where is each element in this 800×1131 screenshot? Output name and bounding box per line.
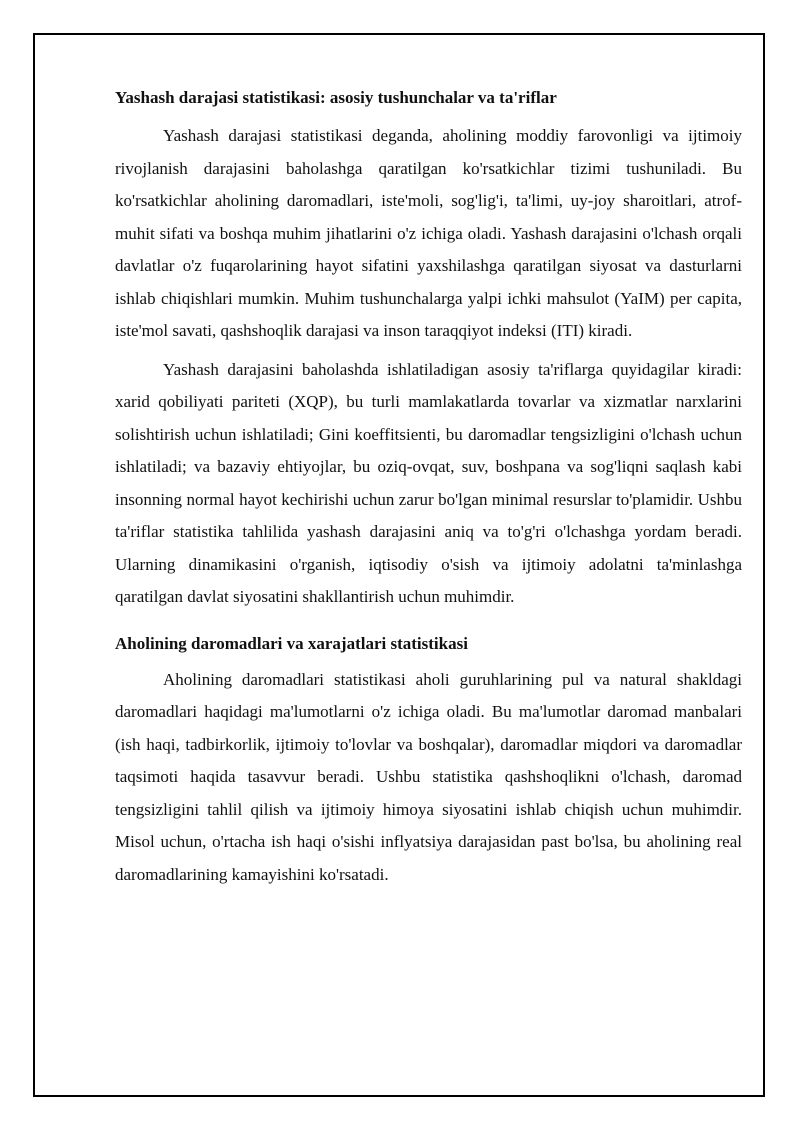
section-title: Yashash darajasi statistikasi: asosiy tushunchalar va ta'riflar (115, 88, 557, 107)
paragraph: Yashash darajasini baholashda ishlatiladigan asosiy ta'riflarga quyidagilar kiradi: xarid qobiliyati pariteti (XQP), bu turli mamlakatlarda tovarlar va xizmatlar narxlarini solishtirish uchun ishlatiladi; Gini koeffitsienti, bu daromadlar tengsizligini o'lchash uchun ishlatiladi; va bazaviy ehtiyojlar, bu oziq-ovqat, suv, boshpana va sog'liqni saqlash kabi insonning normal hayot kechirishi uchun zarur bo'lgan minimal resurslar to'plamidir. Ushbu ta'riflar statistika tahlilida yashash darajasini aniq va to'g'ri o'lchashga yordam beradi. Ularning dinamikasini o'rganish, iqtisodiy o'sish va ijtimoiy adolatni ta'minlashga qaratilgan davlat siyosatini shakllantirish uchun muhimdir. (115, 359, 742, 606)
document-body (115, 82, 742, 891)
paragraph: Yashash darajasi statistikasi deganda, aholining moddiy farovonligi va ijtimoiy rivojlanish darajasini baholashga qaratilgan ko'rsatkichlar tizimi tushuniladi. Bu ko'rsatkichlar aholining daromadlari, iste'moli, sog'lig'i, ta'limi, uy-joy sharoitlari, atrof-muhit sifati va boshqa muhim jihatlarini o'z ichiga oladi. Yashash darajasini o'lchash orqali davlatlar o'z fuqarolarining hayot sifatini yaxshilashga qaratilgan siyosat va dasturlarni ishlab chiqishlari mumkin. Muhim tushunchalarga yalpi ichki mahsulot (YaIM) per capita, iste'mol savati, qashshoqlik darajasi va inson taraqqiyot indeksi (ITI) kiradi. (115, 126, 742, 340)
paragraph: Aholining daromadlari statistikasi aholi guruhlarining pul va natural shakldagi daromadlari haqidagi ma'lumotlarni o'z ichiga oladi. Bu ma'lumotlar daromad manbalari (ish haqi, tadbirkorlik, ijtimoiy to'lovlar va boshqalar), daromadlar miqdori va daromadlar taqsimoti haqida tasavvur beradi. Ushbu statistika qashshoqlikni o'lchash, daromad tengsizligini tahlil qilish va ijtimoiy himoya siyosatini ishlab chiqish uchun muhimdir. Misol uchun, o'rtacha ish haqi o'sishi inflyatsiya darajasidan past bo'lsa, bu aholining real daromadlarining kamayishini ko'rsatadi. (115, 669, 742, 884)
section-title: Aholining daromadlari va xarajatlari statistikasi (115, 633, 468, 653)
